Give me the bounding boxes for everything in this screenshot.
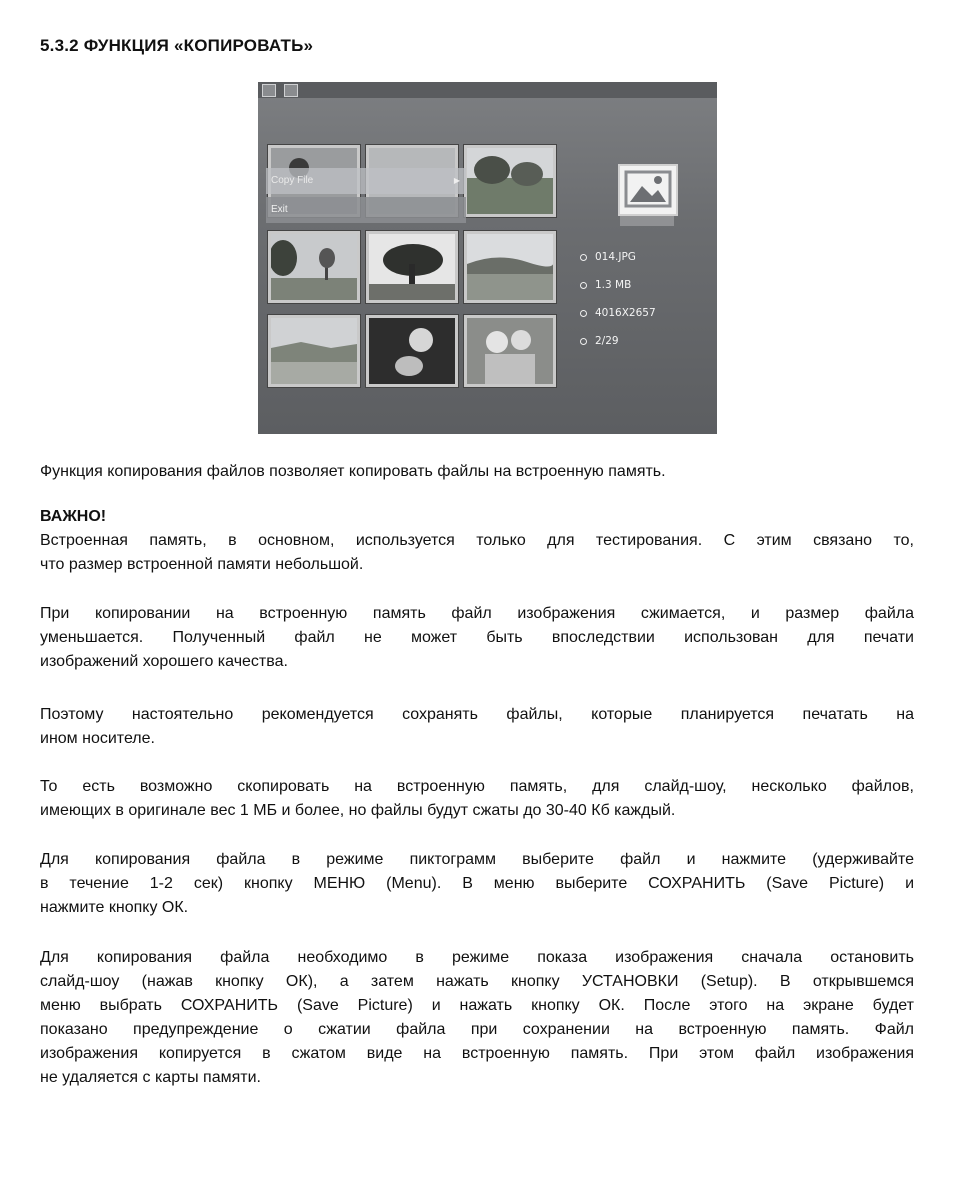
important-title: ВАЖНО! (40, 508, 107, 525)
menu-item-exit[interactable] (266, 197, 466, 223)
thumbnail-7 (268, 315, 360, 387)
paragraph-recommendation: Поэтому настоятельно рекомендуется сохранять файлы, которые планируется печатать на ином носителе. (40, 706, 914, 747)
screen-top-bar (258, 82, 717, 98)
chevron-right-icon: ▶ (453, 176, 460, 185)
section-heading: 5.3.2 ФУНКЦИЯ «КОПИРОВАТЬ» (40, 36, 314, 55)
bullet-icon (580, 310, 587, 317)
photo-icon (284, 84, 298, 97)
info-resolution: 4016X2657 (580, 307, 656, 319)
menu-item-label: Exit (271, 204, 288, 215)
menu-item-copy-file[interactable] (266, 168, 466, 194)
bullet-icon (580, 282, 587, 289)
image-icon (618, 164, 678, 216)
intro-paragraph: Функция копирования файлов позволяет копировать файлы на встроенную память. (40, 463, 666, 480)
important-block: ВАЖНО! Встроенная память, в основном, используется только для тестирования. С этим связано то, что размер встроенной памяти небольшой. (40, 505, 914, 577)
thumbnail-9 (464, 315, 556, 387)
thumbnail-3 (464, 145, 556, 217)
thumbnail-8 (366, 315, 458, 387)
thumbnail-6 (464, 231, 556, 303)
folder-icon (262, 84, 276, 97)
paragraph-slideshow: То есть возможно скопировать на встроенную память, для слайд-шоу, несколько файлов, имеющих в оригинале вес 1 МБ и более, но файлы будут сжаты до 30-40 Кб каждый. (40, 778, 914, 819)
context-menu (266, 168, 466, 226)
thumbnail-4 (268, 231, 360, 303)
device-screen-photo (258, 82, 717, 434)
paragraph-compression: При копировании на встроенную память файл изображения сжимается, и размер файла уменьшается. Полученный файл не может быть впоследствии использован для печати изображений хорошего качества. (40, 605, 914, 670)
info-filename: 014.JPG (580, 251, 636, 263)
paragraph-thumbnail-mode: Для копирования файла в режиме пиктограмм выберите файл и нажмите (удерживайте в течение 1-2 сек) кнопку МЕНЮ (Menu). В меню выберите СОХРАНИТЬ (Save Picture) и нажмите кнопку ОК. (40, 851, 914, 916)
info-filesize: 1.3 MB (580, 279, 631, 291)
bullet-icon (580, 254, 587, 261)
icon-reflection (620, 216, 674, 226)
menu-item-label: Copy File (271, 175, 314, 186)
thumbnail-5 (366, 231, 458, 303)
paragraph-slideshow-mode: Для копирования файла необходимо в режиме показа изображения сначала остановить слайд-шоу (нажав кнопку ОК), а затем нажать кнопку УСТАНОВКИ (Setup). В открывшемся меню выбрать СОХРАНИТЬ (Save Picture) и нажать кнопку ОК. После этого на экране будет показано предупреждение о сжатии файла при сохранении на встроенную память. Файл изображения копируется в сжатом виде на встроенную память. При этом файл изображения не удаляется с карты памяти. (40, 949, 914, 1086)
bullet-icon (580, 338, 587, 345)
info-index: 2/29 (580, 335, 619, 347)
